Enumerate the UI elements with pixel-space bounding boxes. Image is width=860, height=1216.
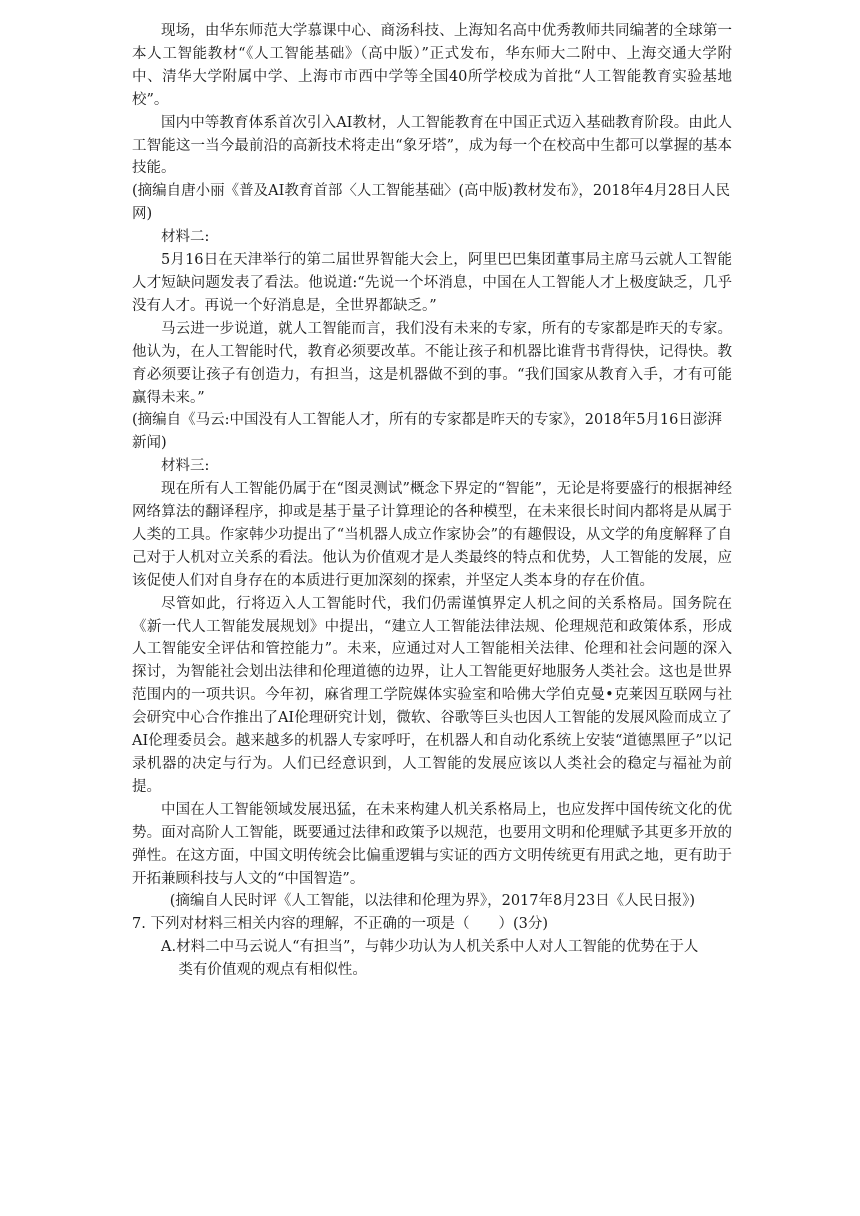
paragraph-chinese-culture: 中国在人工智能领域发展迅猛，在未来构建人机关系格局上，也应发挥中国传统文化的优势。面对高阶人工智能，既要通过法律和政策予以规范，也要用文明和伦理赋予其更多开放的弹性。在这方面，中国文明传统会比偏重逻辑与实证的西方文明传统更有用武之地，更有助于开拓兼顾科技与人文的“中国智造”。: [132, 801, 732, 887]
option-a-line-2: 类有价值观的观点有相似性。: [178, 962, 367, 979]
source-citation-2: (摘编自《马云:中国没有人工智能人才，所有的专家都是昨天的专家》，2018年5月16日澎湃新闻): [132, 412, 722, 452]
paragraph-jack-ma-education: 马云进一步说道，就人工智能而言，我们没有未来的专家，所有的专家都是昨天的专家。他认为，在人工智能时代，教育必须要改革。不能让孩子和机器比谁背书背得快，记得快。教育必须要让孩子有创造力，有担当，这是机器做不到的事。“我们国家从教育入手，才有可能赢得未来。”: [132, 320, 732, 406]
material-three-heading: 材料三:: [161, 458, 210, 475]
document-page: [132, 20, 732, 982]
paragraph-jack-ma-talent: 5月16日在天津举行的第二届世界智能大会上，阿里巴巴集团董事局主席马云就人工智能人才短缺问题发表了看法。他说道:“先说一个坏消息，中国在人工智能人才上极度缺乏，几乎没有人才。再说一个好消息是，全世界都缺乏。”: [132, 252, 732, 314]
paragraph-ai-curriculum: 国内中等教育体系首次引入AI教材，人工智能教育在中国正式迈入基础教育阶段。由此人工智能这一当今最前沿的高新技术将走出“象牙塔”，成为每一个在校高中生都可以掌握的基本技能。: [132, 114, 732, 177]
option-a: [132, 936, 732, 982]
option-a-line-1: A.材料二中马云说人“有担当”，与韩少功认为人机关系中人对人工智能的优势在于人: [161, 939, 699, 956]
source-citation-1: (摘编自唐小丽《普及AI教育首部〈人工智能基础〉(高中版)教材发布》，2018年4月28日人民网): [132, 183, 730, 223]
paragraph-ai-ethics: 尽管如此，行将迈入人工智能时代，我们仍需谨慎界定人机之间的关系格局。国务院在《新一代人工智能发展规划》中提出，“建立人工智能法律法规、伦理规范和政策体系，形成人工智能安全评估和管控能力”。未来，应通过对人工智能相关法律、伦理和社会问题的深入探讨，为智能社会划出法律和伦理道德的边界，让人工智能更好地服务人类社会。这也是世界范围内的一项共识。今年初，麻省理工学院媒体实验室和哈佛大学伯克曼•克莱因互联网与社会研究中心合作推出了AI伦理研究计划，微软、谷歌等巨头也因人工智能的发展风险而成立了AI伦理委员会。越来越多的机器人专家呼吁，在机器人和自动化系统上安装“道德黑匣子”以记录机器的决定与行为。人们已经意识到，人工智能的发展应该以人类社会的稳定与福祉为前提。: [132, 595, 732, 795]
material-two-heading: 材料二:: [161, 229, 210, 246]
question-7: 7. 下列对材料三相关内容的理解，不正确的一项是（ ）(3分): [132, 916, 548, 933]
paragraph-launch-event: 现场，由华东师范大学慕课中心、商汤科技、上海知名高中优秀教师共同编著的全球第一本人工智能教材“《人工智能基础》（高中版）”正式发布，华东师大二附中、上海交通大学附中、清华大学附属中学、上海市市西中学等全国40所学校成为首批“人工智能教育实验基地校”。: [132, 23, 732, 108]
source-citation-3: (摘编自人民时评《人工智能，以法律和伦理为界》，2017年8月23日《人民日报》): [169, 893, 696, 910]
paragraph-turing-test: 现在所有人工智能仍属于在“图灵测试”概念下界定的“智能”，无论是将要盛行的根据神经网络算法的翻译程序，抑或是基于量子计算理论的各种模型，在未来很长时间内都将是从属于人类的工具。作家韩少功提出了“当机器人成立作家协会”的有趣假设，从文学的角度解释了自己对于人机对立关系的看法。他认为价值观才是人类最终的特点和优势，人工智能的发展，应该促使人们对自身存在的本质进行更加深刻的探索，并坚定人类本身的存在价值。: [132, 481, 732, 589]
